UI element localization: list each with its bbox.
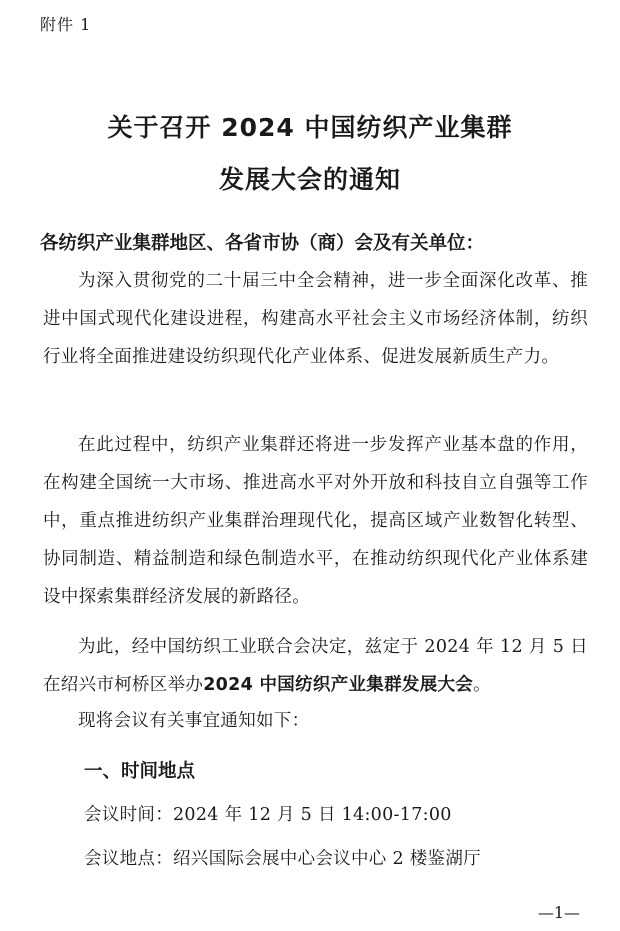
paragraph-1: 为深入贯彻党的二十届三中全会精神，进一步全面深化改革、推进中国式现代化建设进程，构建高水平社会主义市场经济体制，纺织行业将全面推进建设纺织现代化产业体系、促进发展新质生产力。 bbox=[43, 271, 588, 367]
title-line-2: 发展大会的通知 bbox=[218, 165, 401, 194]
paragraph-2: 在此过程中，纺织产业集群还将进一步发挥产业基本盘的作用，在构建全国统一大市场、推进高水平对外开放和科技自立自强等工作中，重点推进纺织产业集群治理现代化，提高区域产业数智化转型、协同制造、精益制造和绿色制造水平，在推动纺织现代化产业体系建设中探索集群经济发展的新路径。 bbox=[43, 435, 588, 607]
attachment-label: 附件 1 bbox=[40, 15, 92, 34]
paragraph-4: 现将会议有关事宜通知如下： bbox=[78, 711, 310, 731]
event-name: 2024 中国纺织产业集群发展大会 bbox=[203, 675, 474, 695]
page-number: —1— bbox=[537, 903, 580, 922]
paragraph-3-suffix: 。 bbox=[473, 675, 491, 695]
salutation: 各纺织产业集群地区、各省市协（商）会及有关单位： bbox=[40, 233, 485, 254]
title-line-1: 关于召开 2024 中国纺织产业集群 bbox=[107, 113, 513, 142]
meeting-place: 会议地点：绍兴国际会展中心会议中心 2 楼鉴湖厅 bbox=[84, 849, 481, 869]
paragraph-3-prefix: 为此，经中国纺织工业联合会决定，兹定于 2024 年 12 月 5 日在绍兴市柯桥区举办 bbox=[43, 637, 588, 695]
paragraph-3 bbox=[43, 628, 588, 704]
meeting-time: 会议时间：2024 年 12 月 5 日 14:00-17:00 bbox=[84, 805, 452, 825]
section-heading-time-place: 一、时间地点 bbox=[84, 761, 196, 782]
